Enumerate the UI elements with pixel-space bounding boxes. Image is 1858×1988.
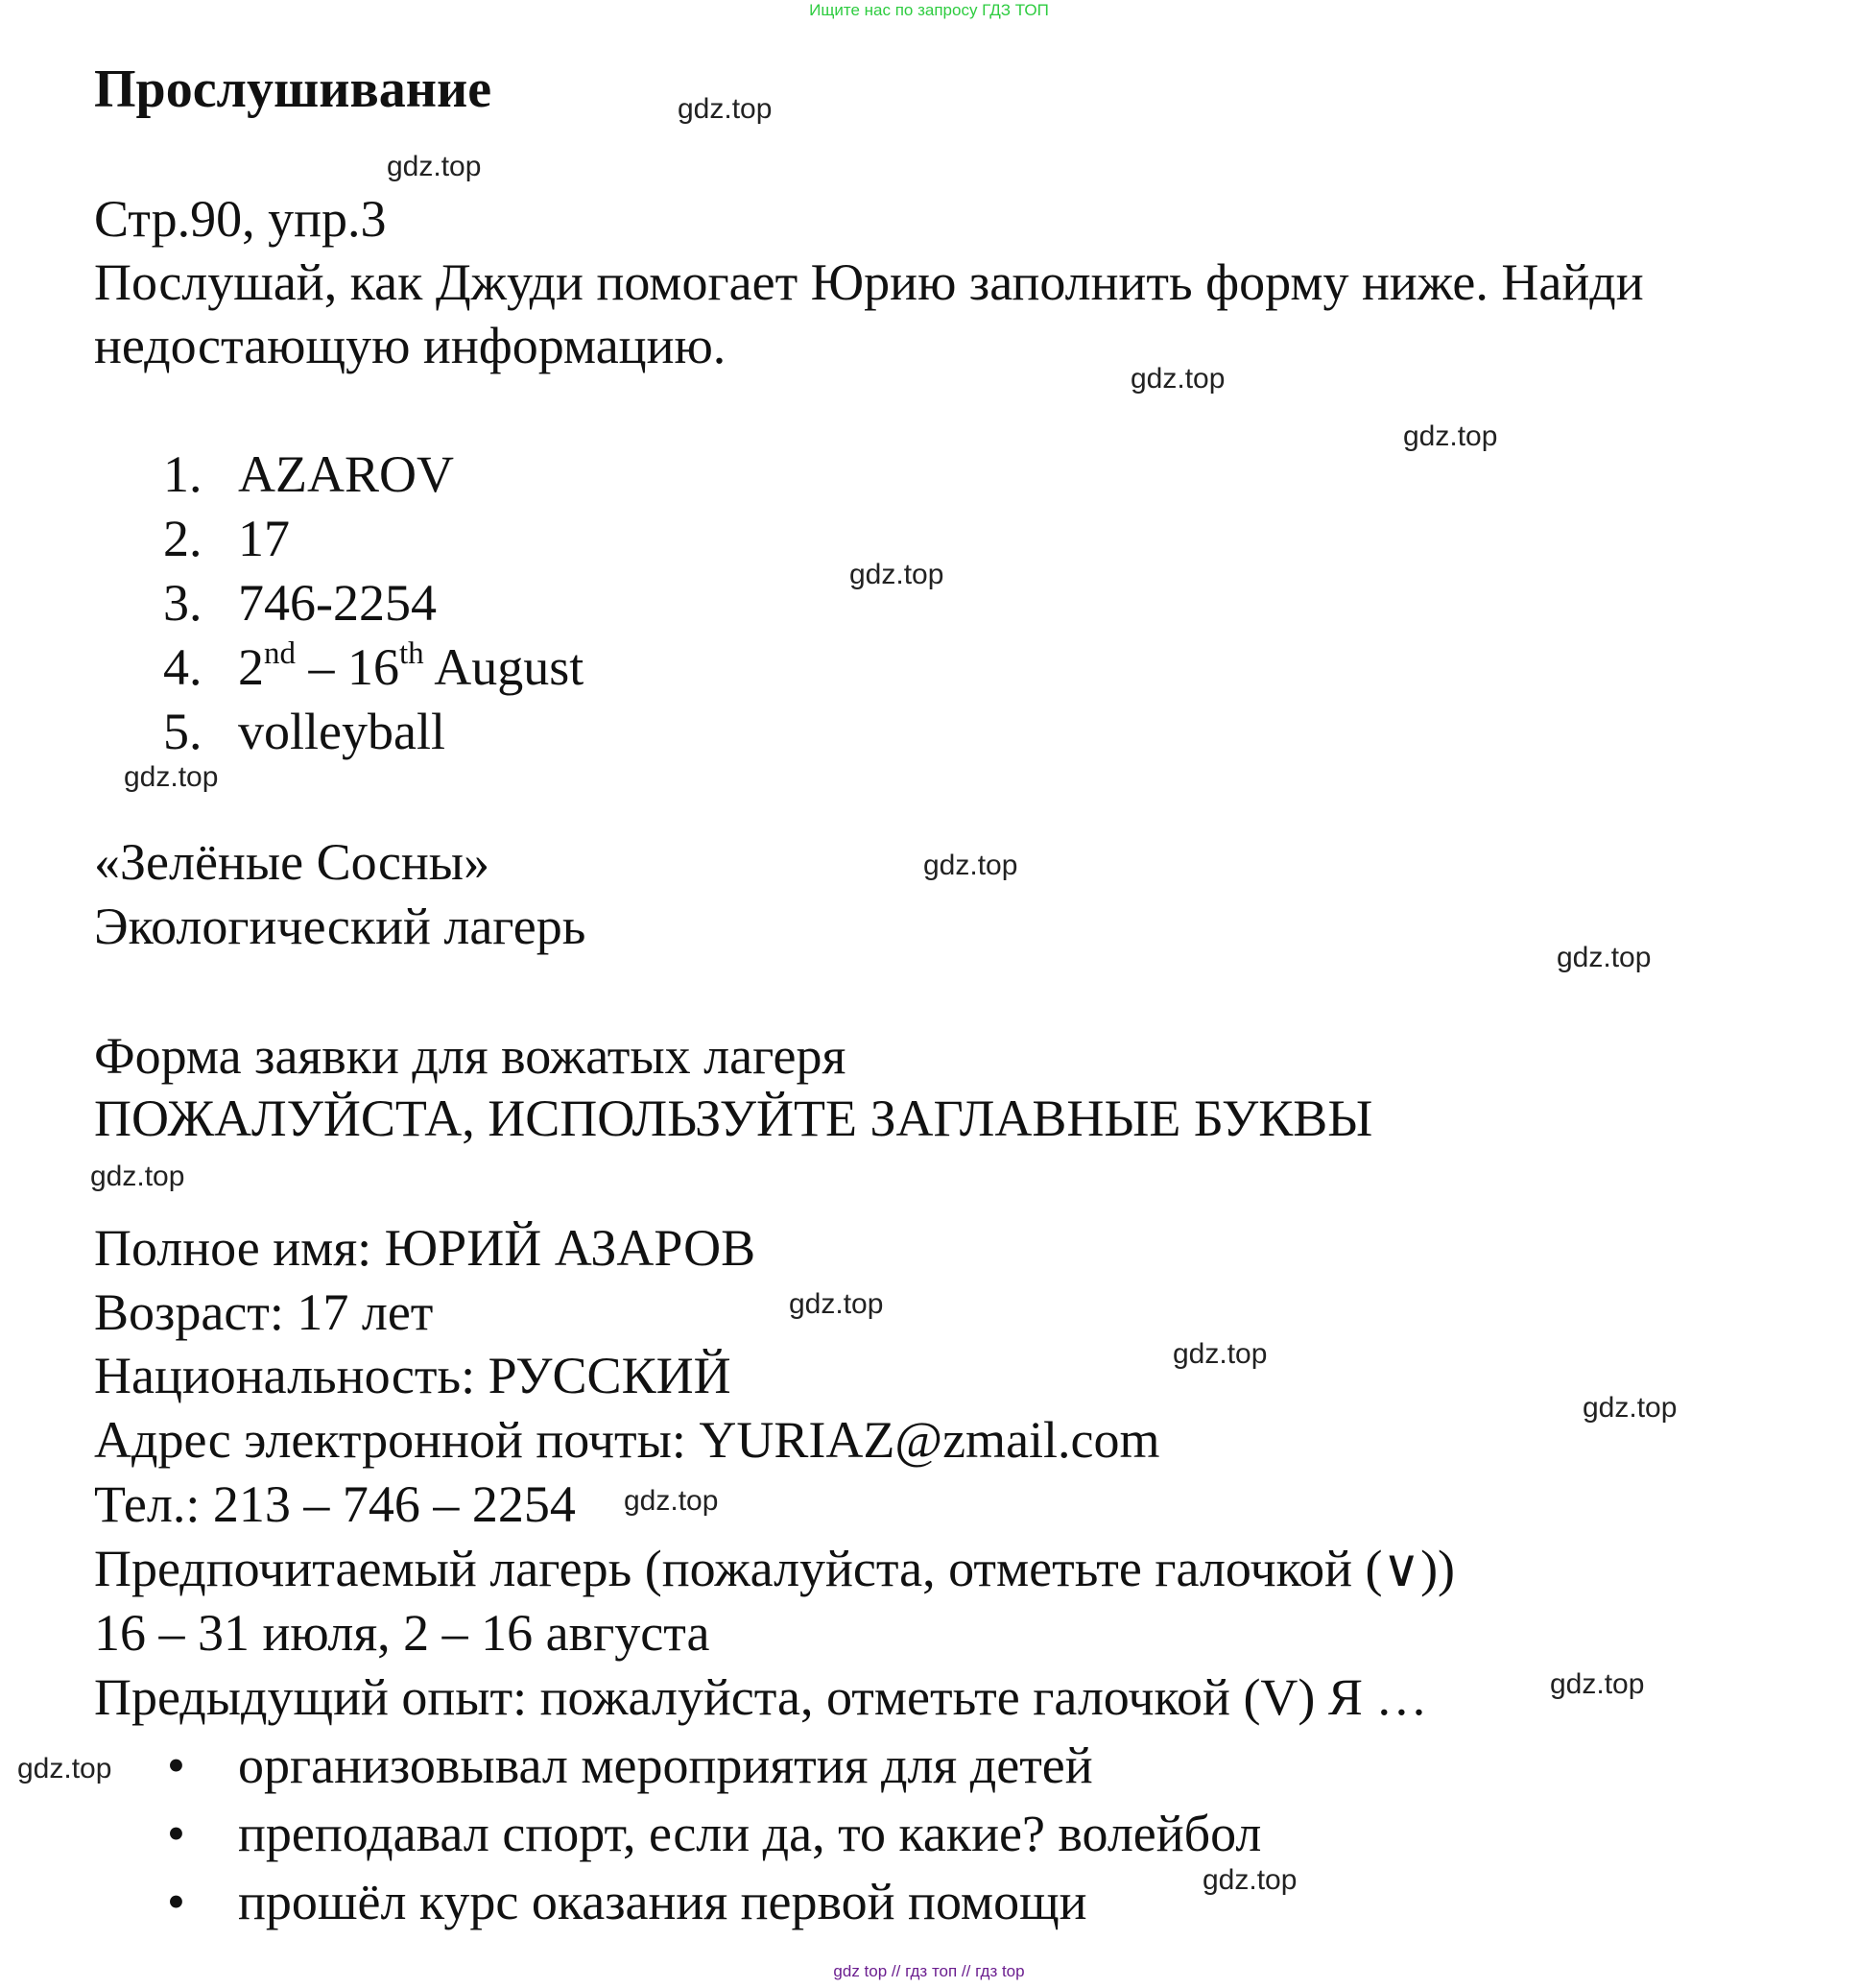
field-email: Адрес электронной почты: YURIAZ@zmail.com <box>94 1411 1160 1469</box>
watermark: gdz.top <box>624 1485 719 1517</box>
experience-text: организовывал мероприятия для детей <box>238 1737 1093 1794</box>
instruction-line-1: Послушай, как Джуди помогает Юрию заполнить форму ниже. Найди <box>94 253 1644 311</box>
watermark: gdz.top <box>1550 1668 1645 1700</box>
ordinal-suffix: nd <box>264 636 296 671</box>
watermark: gdz.top <box>849 559 944 590</box>
answer-item-4 <box>163 636 584 698</box>
answer-date-end: – 16 <box>296 638 399 696</box>
watermark: gdz.top <box>678 93 773 125</box>
field-nationality: Национальность: РУССКИЙ <box>94 1347 731 1404</box>
bullet-icon: • <box>167 1805 185 1862</box>
watermark: gdz.top <box>1173 1338 1268 1370</box>
answer-number: 4. <box>163 638 202 696</box>
answer-item-1 <box>163 443 454 505</box>
field-previous-experience: Предыдущий опыт: пожалуйста, отметьте галочкой (V) Я … <box>94 1668 1428 1726</box>
bullet-icon: • <box>167 1873 185 1930</box>
watermark: gdz.top <box>1131 363 1226 395</box>
camp-name: «Зелёные Сосны» <box>94 833 490 891</box>
camp-type: Экологический лагерь <box>94 898 586 955</box>
field-preferred-camp: Предпочитаемый лагерь (пожалуйста, отметьте галочкой (∨)) <box>94 1540 1456 1597</box>
answer-month: August <box>423 638 584 696</box>
watermark: gdz.top <box>90 1161 185 1192</box>
answer-text: 17 <box>238 510 290 567</box>
footer-watermark: gdz top // гдз топ // гдз top <box>833 1962 1025 1980</box>
field-full-name: Полное имя: ЮРИЙ АЗАРОВ <box>94 1219 756 1277</box>
answer-date-start: 2 <box>238 638 264 696</box>
experience-item <box>167 1870 1087 1933</box>
section-heading: Прослушивание <box>94 60 492 119</box>
watermark: gdz.top <box>17 1753 112 1784</box>
watermark: gdz.top <box>124 761 219 793</box>
exercise-reference: Стр.90, упр.3 <box>94 190 387 248</box>
watermark: gdz.top <box>1403 420 1498 452</box>
answer-text: AZAROV <box>238 445 454 503</box>
answer-number: 5. <box>163 703 202 760</box>
field-camp-dates: 16 – 31 июля, 2 – 16 августа <box>94 1604 710 1662</box>
answer-text: 746-2254 <box>238 574 437 632</box>
watermark: gdz.top <box>1203 1864 1298 1896</box>
watermark: gdz.top <box>1557 942 1652 973</box>
instruction-line-2: недостающую информацию. <box>94 317 727 374</box>
answer-item-2 <box>163 508 290 569</box>
ordinal-suffix: th <box>399 636 424 671</box>
field-age: Возраст: 17 лет <box>94 1283 434 1341</box>
answer-number: 2. <box>163 510 202 567</box>
experience-text: прошёл курс оказания первой помощи <box>238 1873 1087 1930</box>
watermark: gdz.top <box>789 1288 884 1320</box>
watermark: gdz.top <box>387 151 482 182</box>
answer-text: volleyball <box>238 703 445 760</box>
bullet-icon: • <box>167 1737 185 1794</box>
watermark: gdz.top <box>923 850 1018 881</box>
top-banner: Ищите нас по запросу ГДЗ ТОП <box>809 1 1049 19</box>
experience-text: преподавал спорт, если да, то какие? волейбол <box>238 1805 1262 1862</box>
form-caps-note: ПОЖАЛУЙСТА, ИСПОЛЬЗУЙТЕ ЗАГЛАВНЫЕ БУКВЫ <box>94 1090 1373 1147</box>
form-title: Форма заявки для вожатых лагеря <box>94 1027 846 1085</box>
watermark: gdz.top <box>1583 1392 1678 1424</box>
experience-item <box>167 1734 1093 1797</box>
answer-item-5 <box>163 701 445 762</box>
answer-number: 1. <box>163 445 202 503</box>
experience-item <box>167 1802 1261 1865</box>
answer-item-3 <box>163 572 437 634</box>
field-phone: Тел.: 213 – 746 – 2254 <box>94 1475 576 1533</box>
answer-number: 3. <box>163 574 202 632</box>
